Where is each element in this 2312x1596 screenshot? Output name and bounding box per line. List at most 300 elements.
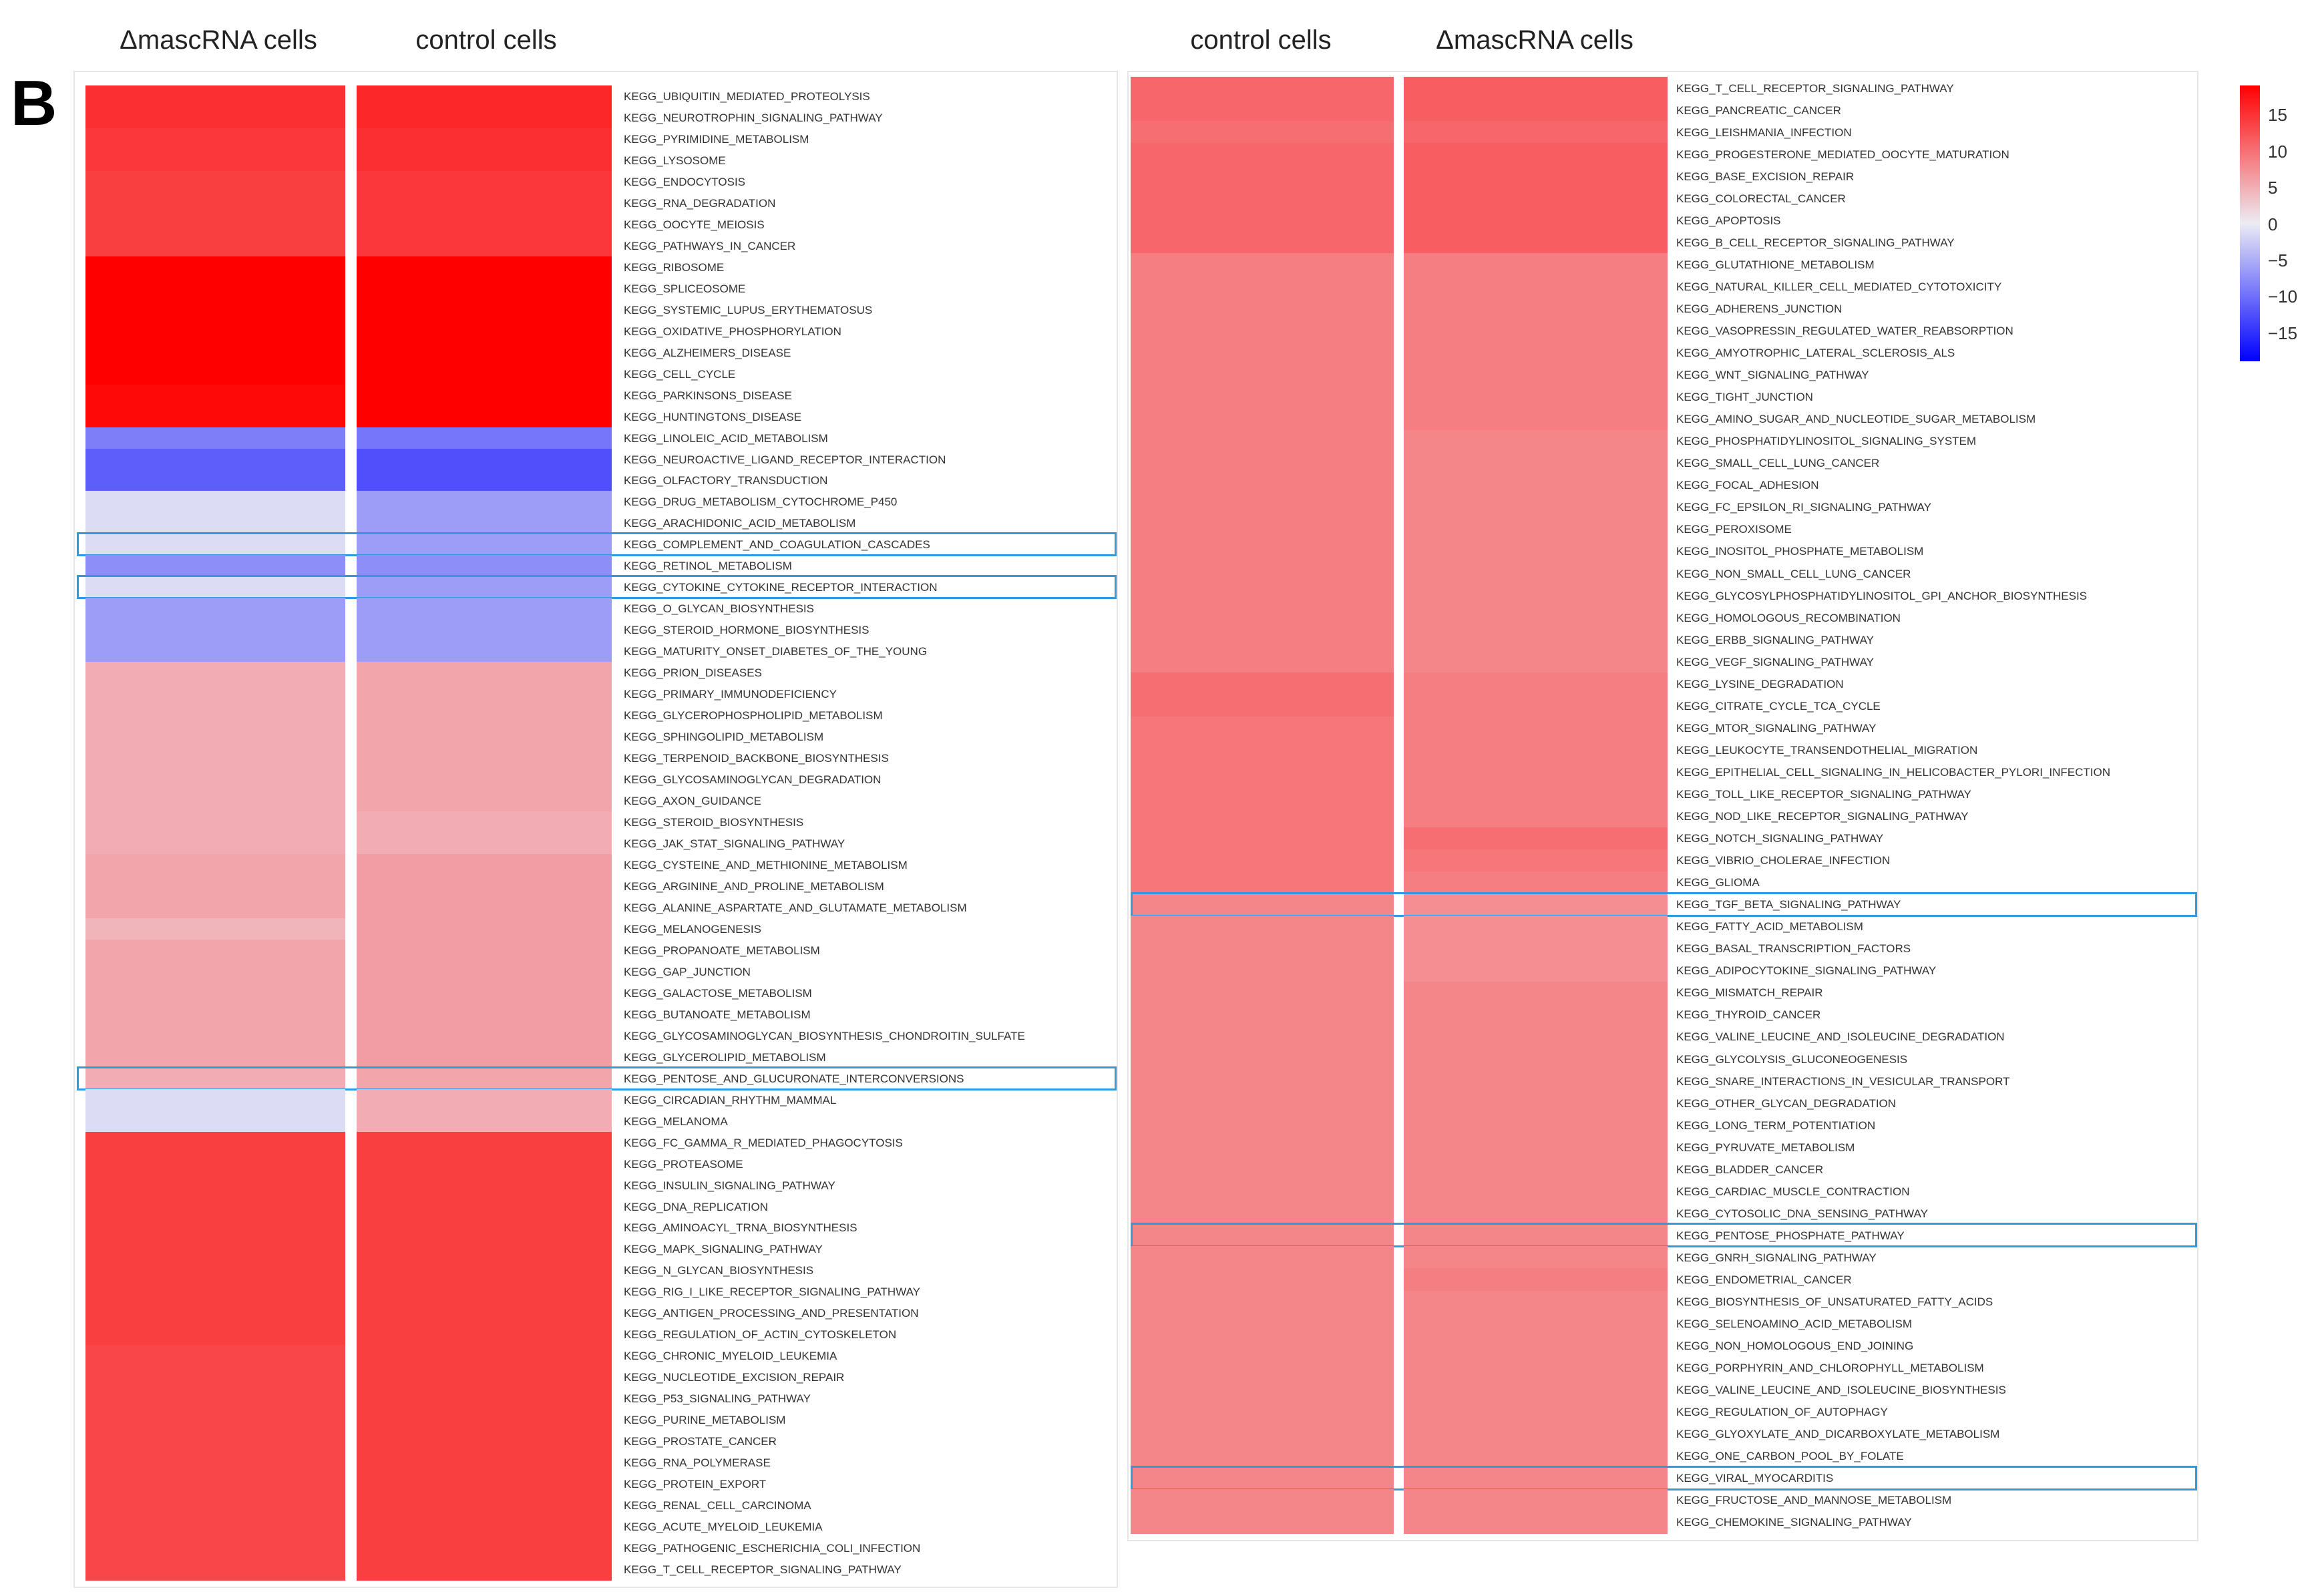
row-label: KEGG_REGULATION_OF_ACTIN_CYTOSKELETON <box>624 1328 897 1342</box>
heatmap-cell <box>357 1345 612 1367</box>
heatmap-cell <box>1131 1158 1394 1181</box>
heatmap-cell <box>1404 1401 1668 1424</box>
heatmap-cell <box>1131 209 1394 232</box>
row-label: KEGG_SMALL_CELL_LUNG_CANCER <box>1676 457 1880 470</box>
heatmap-cell <box>1131 606 1394 629</box>
left-col2-header: control cells <box>415 25 557 55</box>
row-label: KEGG_MATURITY_ONSET_DIABETES_OF_THE_YOUNG <box>624 645 928 658</box>
heatmap-cell <box>1404 960 1668 982</box>
heatmap-cell <box>85 406 345 428</box>
heatmap-cell <box>85 1409 345 1431</box>
heatmap-cell <box>85 705 345 727</box>
colorbar-tick-label: 15 <box>2268 105 2287 126</box>
row-label: KEGG_MAPK_SIGNALING_PATHWAY <box>624 1243 823 1256</box>
heatmap-cell <box>85 1196 345 1218</box>
heatmap-cell <box>1404 1048 1668 1070</box>
heatmap-cell <box>357 1516 612 1538</box>
heatmap-cell <box>1404 275 1668 298</box>
row-label: KEGG_LEISHMANIA_INFECTION <box>1676 126 1852 139</box>
row-label: KEGG_T_CELL_RECEPTOR_SIGNALING_PATHWAY <box>1676 81 1954 95</box>
highlight-box <box>77 575 1117 599</box>
row-label: KEGG_UBIQUITIN_MEDIATED_PROTEOLYSIS <box>624 89 870 103</box>
row-label: KEGG_DRUG_METABOLISM_CYTOCHROME_P450 <box>624 495 898 509</box>
row-label: KEGG_SNARE_INTERACTIONS_IN_VESICULAR_TRANSPORT <box>1676 1074 2010 1088</box>
heatmap-cell <box>357 1559 612 1581</box>
heatmap-cell <box>85 512 345 534</box>
heatmap-cell <box>1131 1379 1394 1402</box>
row-label: KEGG_GALACTOSE_METABOLISM <box>624 986 812 1000</box>
heatmap-cell <box>1404 540 1668 563</box>
row-label: KEGG_PRIMARY_IMMUNODEFICIENCY <box>624 688 837 701</box>
row-label: KEGG_ACUTE_MYELOID_LEUKEMIA <box>624 1521 823 1534</box>
heatmap-cell <box>85 1175 345 1197</box>
heatmap-cell <box>85 982 345 1004</box>
heatmap-cell <box>85 875 345 897</box>
heatmap-cell <box>1131 1070 1394 1092</box>
row-label: KEGG_OLFACTORY_TRANSDUCTION <box>624 474 828 487</box>
row-label: KEGG_NATURAL_KILLER_CELL_MEDIATED_CYTOTOXICITY <box>1676 280 2002 293</box>
heatmap-cell <box>1404 143 1668 166</box>
heatmap-cell <box>1404 871 1668 894</box>
row-label: KEGG_ALZHEIMERS_DISEASE <box>624 346 791 359</box>
heatmap-cell <box>1404 1268 1668 1291</box>
heatmap-cell <box>1404 628 1668 651</box>
heatmap-cell <box>85 1537 345 1559</box>
heatmap-cell <box>357 811 612 833</box>
heatmap-cell <box>357 363 612 385</box>
heatmap-cell <box>1131 430 1394 453</box>
heatmap-cell <box>1404 1379 1668 1402</box>
heatmap-cell <box>85 469 345 491</box>
heatmap-cell <box>357 235 612 257</box>
heatmap-cell <box>1131 143 1394 166</box>
heatmap-cell <box>1131 1202 1394 1225</box>
heatmap-cell <box>357 427 612 449</box>
row-label: KEGG_CYTOKINE_CYTOKINE_RECEPTOR_INTERACTION <box>624 581 938 594</box>
heatmap-cell <box>1131 408 1394 431</box>
heatmap-cell <box>1131 1335 1394 1358</box>
right-col1-header: control cells <box>1190 25 1332 55</box>
heatmap-cell <box>85 1217 345 1239</box>
heatmap-cell <box>1404 1026 1668 1048</box>
row-label: KEGG_NOD_LIKE_RECEPTOR_SIGNALING_PATHWAY <box>1676 810 1969 823</box>
heatmap-cell <box>85 555 345 577</box>
heatmap-cell <box>357 469 612 491</box>
colorbar-tick-label: −5 <box>2268 250 2288 270</box>
row-label: KEGG_TGF_BETA_SIGNALING_PATHWAY <box>1676 898 1901 912</box>
heatmap-cell <box>1131 1313 1394 1336</box>
heatmap-cell <box>357 171 612 193</box>
colorbar <box>2240 85 2260 361</box>
row-label: KEGG_PARKINSONS_DISEASE <box>624 389 792 402</box>
row-label: KEGG_TIGHT_JUNCTION <box>1676 391 1813 404</box>
heatmap-cell <box>357 1409 612 1431</box>
heatmap-cell <box>1404 1114 1668 1137</box>
row-label: KEGG_MELANOMA <box>624 1115 728 1128</box>
row-label: KEGG_LYSINE_DEGRADATION <box>1676 677 1844 690</box>
heatmap-cell <box>85 1132 345 1154</box>
heatmap-cell <box>357 1111 612 1133</box>
row-label: KEGG_CHRONIC_MYELOID_LEUKEMIA <box>624 1350 837 1363</box>
row-label: KEGG_HOMOLOGOUS_RECOMBINATION <box>1676 611 1901 624</box>
heatmap-cell <box>1131 297 1394 320</box>
heatmap-cell <box>357 150 612 172</box>
heatmap-cell <box>1404 606 1668 629</box>
heatmap-cell <box>357 982 612 1004</box>
heatmap-cell <box>1404 783 1668 805</box>
heatmap-cell <box>85 299 345 321</box>
heatmap-cell <box>85 940 345 962</box>
heatmap-cell <box>357 705 612 727</box>
row-label: KEGG_SYSTEMIC_LUPUS_ERYTHEMATOSUS <box>624 303 873 317</box>
heatmap-cell <box>1404 672 1668 695</box>
row-label: KEGG_GLUTATHIONE_METABOLISM <box>1676 258 1875 271</box>
row-label: KEGG_NEUROTROPHIN_SIGNALING_PATHWAY <box>624 111 883 124</box>
heatmap-cell <box>1404 1423 1668 1446</box>
heatmap-cell <box>85 1388 345 1410</box>
heatmap-cell <box>85 1046 345 1068</box>
heatmap-cell <box>1131 187 1394 210</box>
row-label: KEGG_VALINE_LEUCINE_AND_ISOLEUCINE_BIOSYNTHESIS <box>1676 1384 2006 1397</box>
heatmap-cell <box>357 918 612 940</box>
heatmap-cell <box>357 256 612 278</box>
row-label: KEGG_GLYOXYLATE_AND_DICARBOXYLATE_METABOLISM <box>1676 1428 2000 1441</box>
row-label: KEGG_NON_SMALL_CELL_LUNG_CANCER <box>1676 567 1911 580</box>
row-label: KEGG_PYRIMIDINE_METABOLISM <box>624 132 809 146</box>
row-label: KEGG_FC_EPSILON_RI_SIGNALING_PATHWAY <box>1676 501 1931 514</box>
row-label: KEGG_HUNTINGTONS_DISEASE <box>624 410 802 423</box>
heatmap-cell <box>357 1217 612 1239</box>
heatmap-cell <box>1404 1291 1668 1314</box>
row-label: KEGG_ANTIGEN_PROCESSING_AND_PRESENTATION <box>624 1307 919 1320</box>
heatmap-cell <box>1404 1180 1668 1203</box>
heatmap-cell <box>1131 1180 1394 1203</box>
heatmap-cell <box>1404 982 1668 1004</box>
heatmap-cell <box>357 1175 612 1197</box>
heatmap-cell <box>85 1473 345 1495</box>
row-label: KEGG_MELANOGENESIS <box>624 922 761 936</box>
heatmap-cell <box>1404 761 1668 783</box>
row-label: KEGG_OTHER_GLYCAN_DEGRADATION <box>1676 1096 1897 1110</box>
row-label: KEGG_APOPTOSIS <box>1676 214 1781 227</box>
heatmap-cell <box>85 491 345 513</box>
row-label: KEGG_TERPENOID_BACKBONE_BIOSYNTHESIS <box>624 752 889 765</box>
heatmap-cell <box>85 598 345 620</box>
heatmap-cell <box>1131 121 1394 144</box>
heatmap-cell <box>85 427 345 449</box>
heatmap-cell <box>357 107 612 129</box>
row-label: KEGG_AXON_GUIDANCE <box>624 795 761 808</box>
heatmap-cell <box>85 790 345 812</box>
row-label: KEGG_STEROID_HORMONE_BIOSYNTHESIS <box>624 624 870 637</box>
row-label: KEGG_PYRUVATE_METABOLISM <box>1676 1141 1855 1154</box>
heatmap-cell <box>357 128 612 150</box>
row-label: KEGG_PRION_DISEASES <box>624 666 762 680</box>
heatmap-cell <box>85 385 345 407</box>
heatmap-cell <box>1404 408 1668 431</box>
heatmap-cell <box>357 1494 612 1517</box>
heatmap-cell <box>357 1537 612 1559</box>
row-label: KEGG_INOSITOL_PHOSPHATE_METABOLISM <box>1676 545 1924 558</box>
row-label: KEGG_COLORECTAL_CANCER <box>1676 192 1846 205</box>
heatmap-cell <box>357 1196 612 1218</box>
row-label: KEGG_RETINOL_METABOLISM <box>624 560 792 573</box>
heatmap-cell <box>1404 209 1668 232</box>
heatmap-cell <box>357 833 612 855</box>
row-label: KEGG_NOTCH_SIGNALING_PATHWAY <box>1676 832 1884 845</box>
row-label: KEGG_BASAL_TRANSCRIPTION_FACTORS <box>1676 942 1911 956</box>
heatmap-cell <box>357 940 612 962</box>
heatmap-cell <box>1404 1357 1668 1380</box>
heatmap-cell <box>1404 496 1668 519</box>
row-label: KEGG_GLYCOLYSIS_GLUCONEOGENESIS <box>1676 1052 1908 1066</box>
heatmap-cell <box>357 385 612 407</box>
heatmap-cell <box>85 833 345 855</box>
row-label: KEGG_VIBRIO_CHOLERAE_INFECTION <box>1676 854 1891 867</box>
heatmap-cell <box>85 918 345 940</box>
heatmap-cell <box>1404 827 1668 850</box>
row-label: KEGG_ONE_CARBON_POOL_BY_FOLATE <box>1676 1450 1904 1463</box>
heatmap-cell <box>85 683 345 705</box>
heatmap-cell <box>1131 1004 1394 1026</box>
heatmap-cell <box>357 555 612 577</box>
row-label: KEGG_ADHERENS_JUNCTION <box>1676 302 1843 315</box>
heatmap-cell <box>1131 1511 1394 1534</box>
heatmap-cell <box>1404 739 1668 761</box>
row-label: KEGG_SPLICEOSOME <box>624 282 746 295</box>
row-label: KEGG_CELL_CYCLE <box>624 367 736 381</box>
heatmap-cell <box>85 1430 345 1452</box>
heatmap-cell <box>357 192 612 214</box>
heatmap-cell <box>1404 187 1668 210</box>
heatmap-cell <box>1131 938 1394 960</box>
heatmap-cell <box>1404 916 1668 938</box>
row-label: KEGG_BLADDER_CANCER <box>1676 1163 1824 1176</box>
heatmap-cell <box>357 1366 612 1388</box>
heatmap-cell <box>1131 628 1394 651</box>
heatmap-cell <box>1404 320 1668 343</box>
heatmap-cell <box>357 1089 612 1111</box>
heatmap-cell <box>1404 386 1668 409</box>
row-label: KEGG_RNA_DEGRADATION <box>624 196 776 210</box>
heatmap-cell <box>357 406 612 428</box>
row-label: KEGG_MISMATCH_REPAIR <box>1676 986 1823 1000</box>
heatmap-cell <box>85 128 345 150</box>
heatmap-cell <box>357 726 612 748</box>
heatmap-cell <box>357 1388 612 1410</box>
heatmap-cell <box>85 1111 345 1133</box>
heatmap-cell <box>1404 1158 1668 1181</box>
heatmap-cell <box>1404 1313 1668 1336</box>
heatmap-cell <box>1131 165 1394 188</box>
heatmap-cell <box>357 683 612 705</box>
heatmap-cell <box>1131 672 1394 695</box>
heatmap-cell <box>1131 1445 1394 1468</box>
heatmap-cell <box>357 1025 612 1047</box>
row-label: KEGG_CHEMOKINE_SIGNALING_PATHWAY <box>1676 1516 1912 1529</box>
heatmap-cell <box>357 1238 612 1260</box>
left-col1-header: ΔmascRNA cells <box>120 25 317 55</box>
heatmap-cell <box>1131 960 1394 982</box>
row-label: KEGG_FRUCTOSE_AND_MANNOSE_METABOLISM <box>1676 1494 1952 1507</box>
heatmap-cell <box>1404 430 1668 453</box>
heatmap-cell <box>1404 99 1668 122</box>
row-label: KEGG_PROTEASOME <box>624 1157 743 1171</box>
row-label: KEGG_PROGESTERONE_MEDIATED_OOCYTE_MATURATION <box>1676 148 2009 161</box>
row-label: KEGG_ERBB_SIGNALING_PATHWAY <box>1676 633 1875 646</box>
heatmap-cell <box>357 790 612 812</box>
row-label: KEGG_NEUROACTIVE_LIGAND_RECEPTOR_INTERACTION <box>624 453 946 466</box>
highlight-box <box>1131 1466 2197 1490</box>
heatmap-cell <box>1131 650 1394 673</box>
row-label: KEGG_PROTEIN_EXPORT <box>624 1478 767 1491</box>
heatmap-cell <box>1131 1291 1394 1314</box>
heatmap-cell <box>1131 827 1394 850</box>
heatmap-cell <box>1404 231 1668 254</box>
heatmap-cell <box>357 854 612 876</box>
heatmap-cell <box>357 85 612 108</box>
heatmap-cell <box>1131 77 1394 99</box>
heatmap-cell <box>357 1302 612 1324</box>
highlight-box <box>77 1066 1117 1090</box>
row-label: KEGG_OXIDATIVE_PHOSPHORYLATION <box>624 325 841 338</box>
heatmap-cell <box>1131 584 1394 607</box>
row-label: KEGG_VALINE_LEUCINE_AND_ISOLEUCINE_DEGRADATION <box>1676 1030 2005 1044</box>
row-label: KEGG_ARACHIDONIC_ACID_METABOLISM <box>624 517 856 530</box>
row-label: KEGG_AMINOACYL_TRNA_BIOSYNTHESIS <box>624 1221 857 1235</box>
row-label: KEGG_FC_GAMMA_R_MEDIATED_PHAGOCYTOSIS <box>624 1136 903 1149</box>
heatmap-cell <box>1131 474 1394 497</box>
heatmap-cell <box>1131 320 1394 343</box>
heatmap-cell <box>1404 165 1668 188</box>
heatmap-cell <box>85 897 345 919</box>
row-label: KEGG_CIRCADIAN_RHYTHM_MAMMAL <box>624 1093 837 1107</box>
row-label: KEGG_INSULIN_SIGNALING_PATHWAY <box>624 1179 835 1192</box>
row-label: KEGG_CARDIAC_MUSCLE_CONTRACTION <box>1676 1185 1910 1198</box>
heatmap-cell <box>85 256 345 278</box>
heatmap-cell <box>1404 1202 1668 1225</box>
heatmap-cell <box>85 1281 345 1303</box>
row-label: KEGG_BUTANOATE_METABOLISM <box>624 1008 811 1021</box>
heatmap-cell <box>357 662 612 684</box>
heatmap-cell <box>1131 1423 1394 1446</box>
heatmap-cell <box>1131 739 1394 761</box>
heatmap-cell <box>85 1238 345 1260</box>
row-label: KEGG_FOCAL_ADHESION <box>1676 479 1819 492</box>
heatmap-cell <box>1404 518 1668 541</box>
heatmap-cell <box>85 662 345 684</box>
heatmap-cell <box>1131 562 1394 585</box>
heatmap-cell <box>1404 342 1668 365</box>
heatmap-cell <box>1131 253 1394 276</box>
heatmap-cell <box>1404 364 1668 387</box>
row-label: KEGG_B_CELL_RECEPTOR_SIGNALING_PATHWAY <box>1676 236 1955 249</box>
heatmap-cell <box>357 1153 612 1175</box>
row-label: KEGG_GLYCOSAMINOGLYCAN_DEGRADATION <box>624 773 882 787</box>
heatmap-cell <box>85 235 345 257</box>
heatmap-cell <box>1131 364 1394 387</box>
heatmap-cell <box>1404 1092 1668 1115</box>
heatmap-cell <box>1404 1246 1668 1269</box>
heatmap-cell <box>85 107 345 129</box>
row-label: KEGG_PROSTATE_CANCER <box>624 1435 777 1448</box>
heatmap-cell <box>1131 452 1394 475</box>
heatmap-cell <box>1404 121 1668 144</box>
row-label: KEGG_N_GLYCAN_BIOSYNTHESIS <box>624 1264 814 1277</box>
row-label: KEGG_PURINE_METABOLISM <box>624 1414 786 1427</box>
right-col2-header: ΔmascRNA cells <box>1436 25 1633 55</box>
heatmap-cell <box>1131 1268 1394 1291</box>
heatmap-cell <box>1131 694 1394 717</box>
row-label: KEGG_CYTOSOLIC_DNA_SENSING_PATHWAY <box>1676 1207 1928 1220</box>
heatmap-cell <box>1131 496 1394 519</box>
row-label: KEGG_GNRH_SIGNALING_PATHWAY <box>1676 1251 1877 1264</box>
heatmap-cell <box>1131 99 1394 122</box>
row-label: KEGG_PATHWAYS_IN_CANCER <box>624 239 796 252</box>
heatmap-cell <box>357 1473 612 1495</box>
row-label: KEGG_ARGININE_AND_PROLINE_METABOLISM <box>624 879 884 893</box>
row-label: KEGG_PORPHYRIN_AND_CHLOROPHYLL_METABOLISM <box>1676 1362 1984 1375</box>
colorbar-tick-label: 10 <box>2268 141 2287 162</box>
heatmap-cell <box>1131 783 1394 805</box>
row-label: KEGG_BASE_EXCISION_REPAIR <box>1676 170 1855 183</box>
row-label: KEGG_EPITHELIAL_CELL_SIGNALING_IN_HELICOBACTER_PYLORI_INFECTION <box>1676 765 2110 779</box>
row-label: KEGG_RNA_POLYMERASE <box>624 1456 771 1470</box>
row-label: KEGG_NON_HOMOLOGOUS_END_JOINING <box>1676 1340 1914 1353</box>
heatmap-cell <box>357 598 612 620</box>
heatmap-cell <box>1131 761 1394 783</box>
row-label: KEGG_LONG_TERM_POTENTIATION <box>1676 1119 1876 1132</box>
heatmap-cell <box>85 321 345 343</box>
heatmap-cell <box>1131 1048 1394 1070</box>
heatmap-cell <box>1404 1070 1668 1092</box>
heatmap-cell <box>85 1025 345 1047</box>
heatmap-cell <box>357 1132 612 1154</box>
heatmap-cell <box>1131 805 1394 828</box>
row-label: KEGG_RENAL_CELL_CARCINOMA <box>624 1499 811 1513</box>
row-label: KEGG_ADIPOCYTOKINE_SIGNALING_PATHWAY <box>1676 964 1937 978</box>
heatmap-cell <box>357 619 612 641</box>
heatmap-cell <box>1404 562 1668 585</box>
heatmap-cell <box>1131 871 1394 894</box>
heatmap-cell <box>357 214 612 236</box>
heatmap-cell <box>85 1324 345 1346</box>
heatmap-cell <box>1131 1092 1394 1115</box>
row-label: KEGG_GLYCOSAMINOGLYCAN_BIOSYNTHESIS_CHONDROITIN_SULFATE <box>624 1029 1025 1042</box>
row-label: KEGG_LINOLEIC_ACID_METABOLISM <box>624 431 828 445</box>
heatmap-cell <box>1131 849 1394 872</box>
row-label: KEGG_LYSOSOME <box>624 154 726 167</box>
heatmap-cell <box>85 1302 345 1324</box>
highlight-box <box>1131 892 2197 917</box>
heatmap-cell <box>357 640 612 662</box>
heatmap-cell <box>1404 650 1668 673</box>
highlight-box <box>77 532 1117 556</box>
heatmap-cell <box>357 1004 612 1026</box>
heatmap-cell <box>85 726 345 748</box>
heatmap-cell <box>1131 275 1394 298</box>
row-label: KEGG_SELENOAMINO_ACID_METABOLISM <box>1676 1318 1912 1331</box>
row-label: KEGG_RIBOSOME <box>624 260 725 274</box>
highlight-box <box>1131 1223 2197 1247</box>
row-label: KEGG_O_GLYCAN_BIOSYNTHESIS <box>624 602 814 616</box>
heatmap-cell <box>1404 1489 1668 1512</box>
heatmap-cell <box>1131 1489 1394 1512</box>
heatmap-cell <box>85 854 345 876</box>
heatmap-cell <box>357 342 612 364</box>
heatmap-cell <box>1131 1246 1394 1269</box>
heatmap-cell <box>357 1046 612 1068</box>
